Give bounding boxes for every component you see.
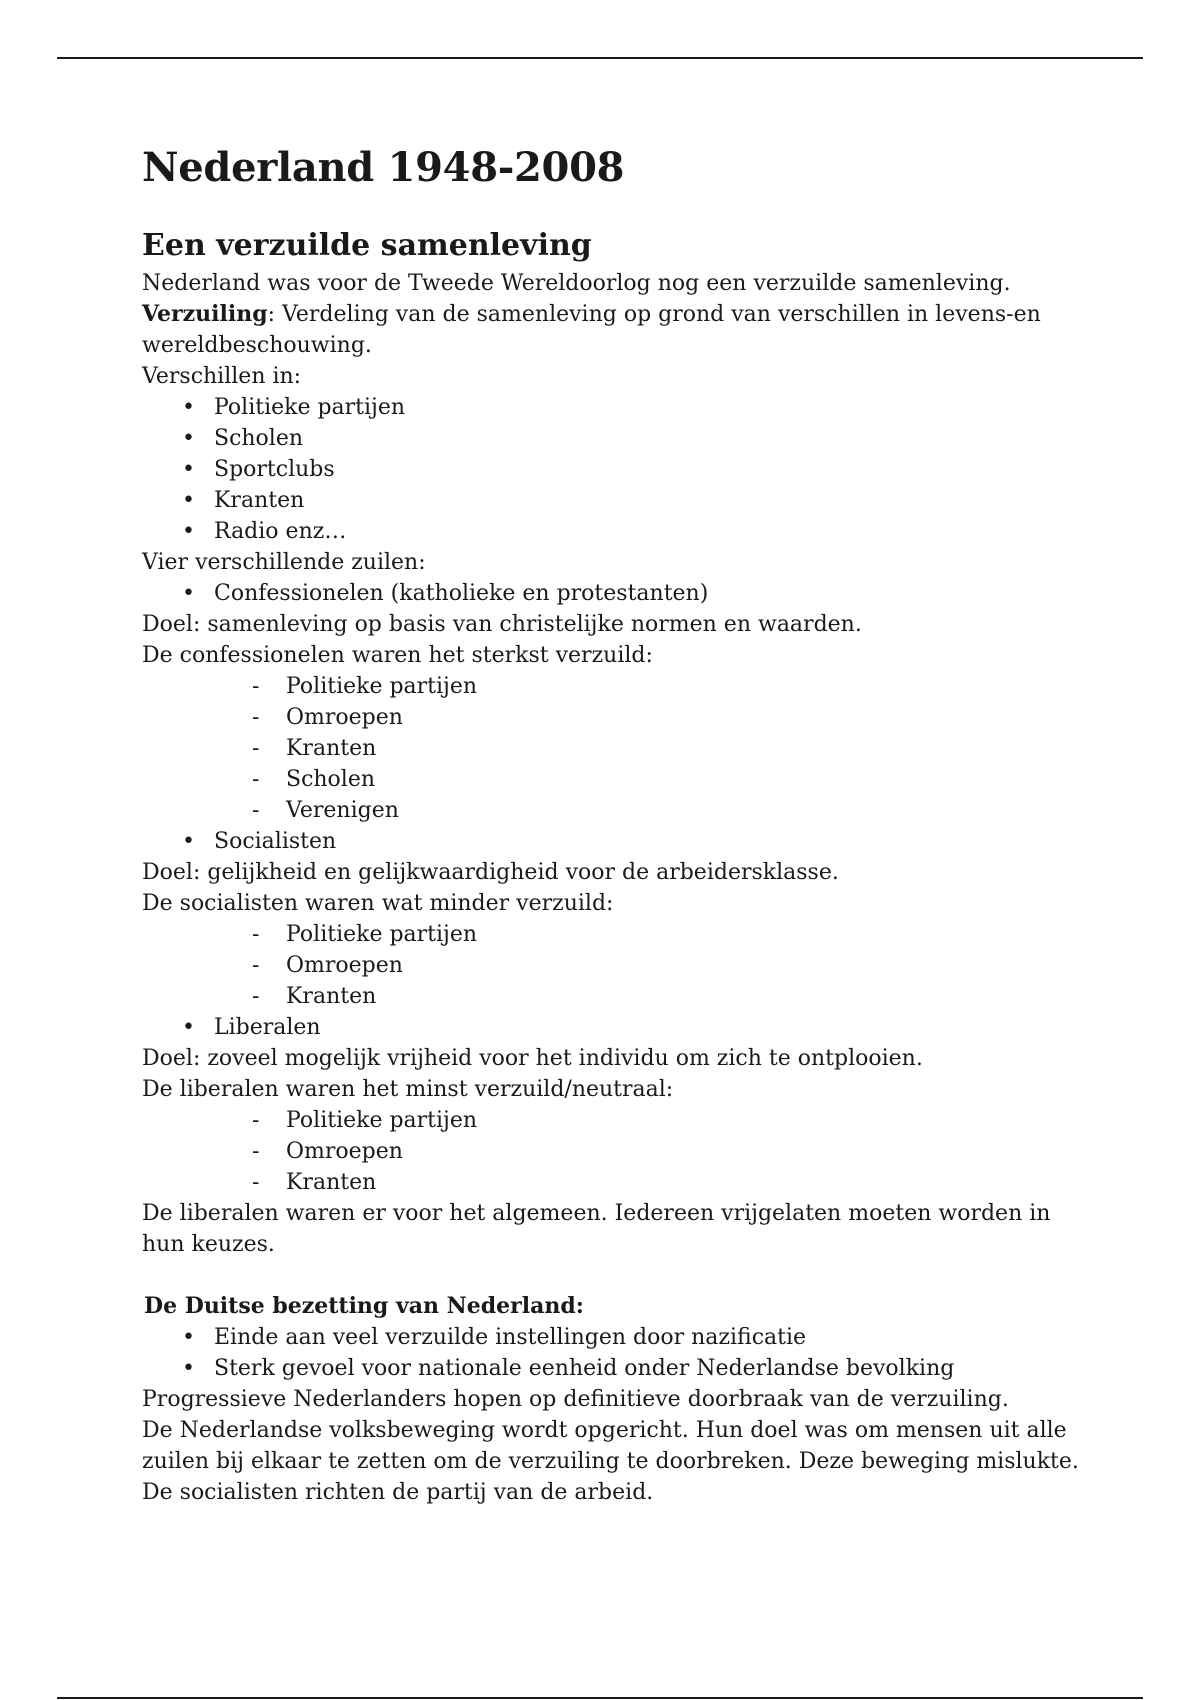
- pillar-socialist: [142, 826, 1082, 857]
- list-item: • Kranten: [142, 485, 1082, 516]
- pillar-note: De confessionelen waren het sterkst verzuild:: [142, 643, 653, 668]
- list-item: - Omroepen: [142, 950, 1082, 981]
- list-item: - Verenigen: [142, 795, 1082, 826]
- differences-label: Verschillen in:: [142, 364, 302, 389]
- list-item: - Kranten: [142, 1167, 1082, 1198]
- list-item: • Politieke partijen: [142, 392, 1082, 423]
- confessional-items: [142, 671, 1082, 826]
- list-item: • Sportclubs: [142, 454, 1082, 485]
- definition-text: : Verdeling van de samenleving op grond van verschillen in levens-en wereldbeschouwing.: [142, 302, 1041, 358]
- page-title: Nederland 1948-2008: [142, 144, 625, 191]
- section-heading-bezetting: De Duitse bezetting van Nederland:: [144, 1293, 584, 1319]
- list-item: - Omroepen: [142, 702, 1082, 733]
- liberal-closing: De liberalen waren er voor het algemeen. Iedereen vrijgelaten moeten worden in hun keuzes.: [142, 1201, 1051, 1257]
- pillar-goal: Doel: zoveel mogelijk vrijheid voor het individu om zich te ontplooien.: [142, 1046, 923, 1071]
- list-item: - Kranten: [142, 981, 1082, 1012]
- top-rule: [57, 57, 1143, 59]
- list-item: • Scholen: [142, 423, 1082, 454]
- occupation-bullets: [142, 1322, 1082, 1384]
- pillar-note: De socialisten waren wat minder verzuild:: [142, 891, 614, 916]
- list-item: - Kranten: [142, 733, 1082, 764]
- pillar-name: • Liberalen: [142, 1012, 1082, 1043]
- definition-term: Verzuiling: [142, 301, 268, 327]
- intro-line: Nederland was voor de Tweede Wereldoorlog nog een verzuilde samenleving.: [142, 271, 1011, 296]
- bottom-rule: [57, 1697, 1143, 1699]
- pillar-note: De liberalen waren het minst verzuild/neutraal:: [142, 1077, 674, 1102]
- pillar-name: • Confessionelen (katholieke en protestanten): [142, 578, 1082, 609]
- document-body: [142, 140, 1082, 1508]
- socialist-items: [142, 919, 1082, 1012]
- definition-paragraph: [142, 299, 1082, 361]
- differences-list: [142, 392, 1082, 547]
- pillar-goal: Doel: gelijkheid en gelijkwaardigheid voor de arbeidersklasse.: [142, 860, 839, 885]
- list-item: - Politieke partijen: [142, 671, 1082, 702]
- occupation-paragraph-1: Progressieve Nederlanders hopen op definitieve doorbraak van de verzuiling.: [142, 1387, 1009, 1412]
- pillar-liberal: [142, 1012, 1082, 1043]
- list-item: • Einde aan veel verzuilde instellingen door nazificatie: [142, 1322, 1082, 1353]
- list-item: • Sterk gevoel voor nationale eenheid onder Nederlandse bevolking: [142, 1353, 1082, 1384]
- liberal-items: [142, 1105, 1082, 1198]
- list-item: - Omroepen: [142, 1136, 1082, 1167]
- section-heading-verzuiling: Een verzuilde samenleving: [142, 228, 592, 263]
- list-item: - Politieke partijen: [142, 919, 1082, 950]
- list-item: - Politieke partijen: [142, 1105, 1082, 1136]
- pillars-label: Vier verschillende zuilen:: [142, 550, 426, 575]
- pillar-name: • Socialisten: [142, 826, 1082, 857]
- occupation-paragraph-2: De Nederlandse volksbeweging wordt opgericht. Hun doel was om mensen uit alle zuilen bij elkaar te zetten om de verzuiling te doorbreken. Deze beweging mislukte. De socialisten richten de partij van de arbeid.: [142, 1418, 1079, 1505]
- pillar-goal: Doel: samenleving op basis van christelijke normen en waarden.: [142, 612, 862, 637]
- list-item: • Radio enz…: [142, 516, 1082, 547]
- list-item: - Scholen: [142, 764, 1082, 795]
- pillar-confessional: [142, 578, 1082, 609]
